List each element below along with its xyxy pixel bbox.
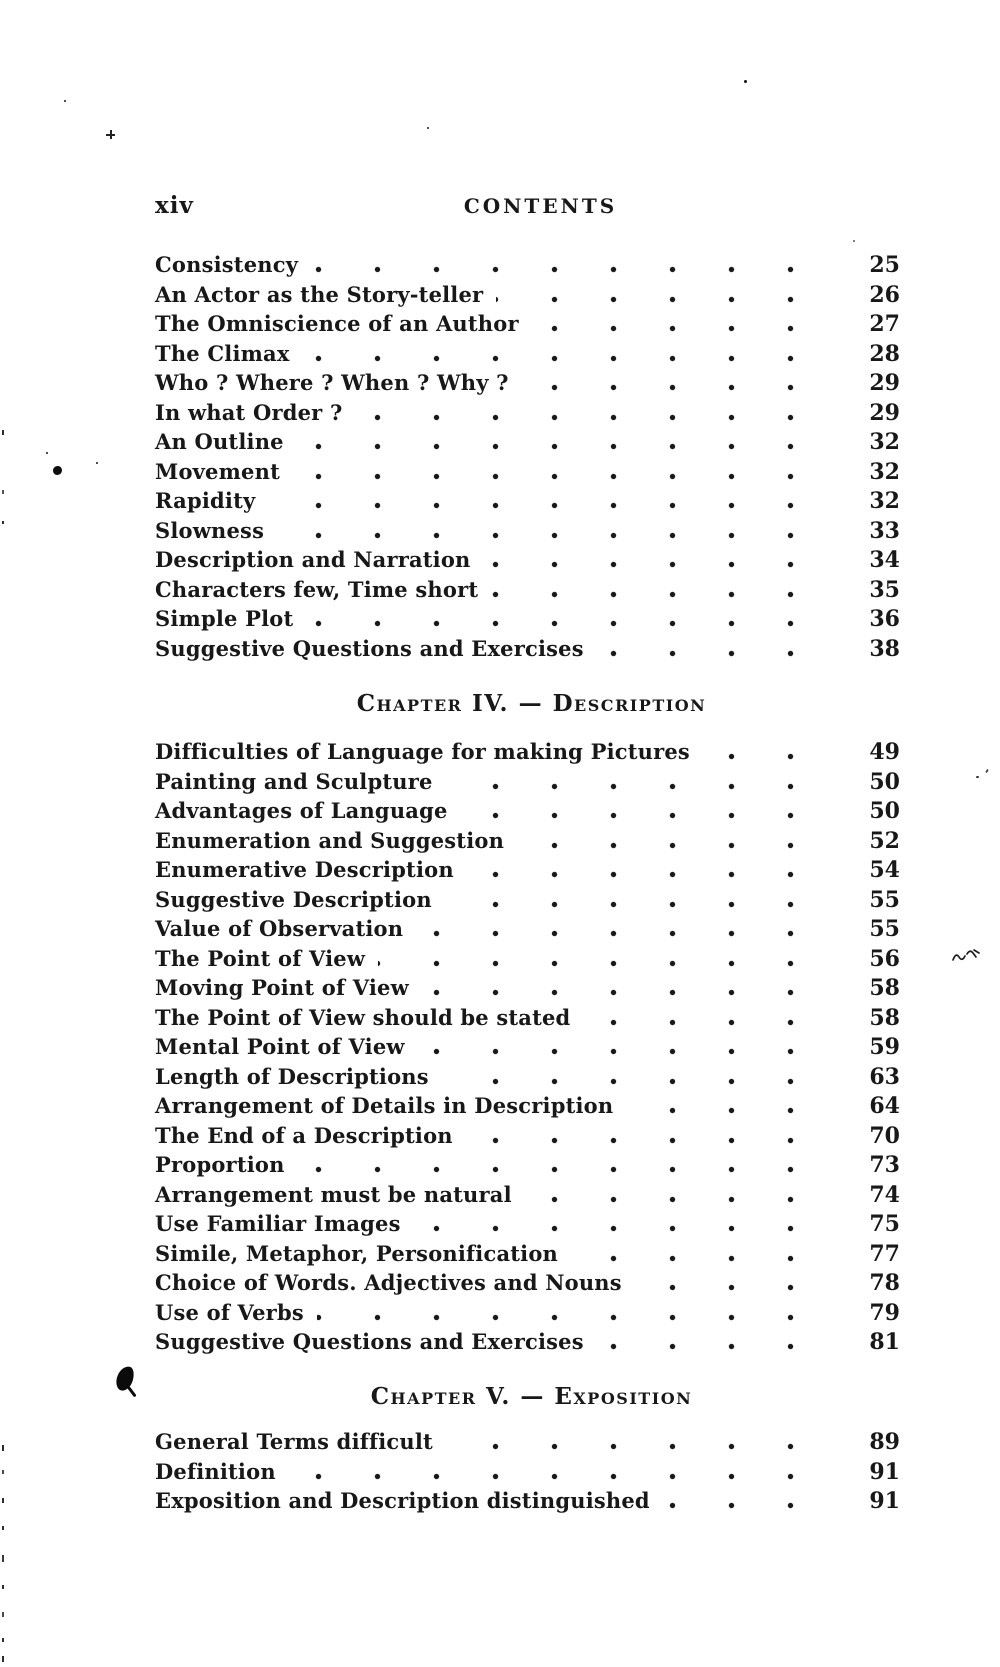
toc-entry-title: An Outline	[155, 427, 297, 457]
toc-entry	[155, 767, 900, 797]
toc-entry-page: 50	[844, 768, 900, 798]
toc-entry-title: Suggestive Questions and Exercises	[155, 1327, 597, 1357]
scan-speck	[46, 452, 48, 454]
toc-entry	[155, 1457, 900, 1487]
toc-entry-page: 70	[844, 1122, 900, 1152]
toc-entry-title: Simple Plot	[155, 604, 306, 634]
toc-entry	[155, 914, 900, 944]
toc-entry-title: Rapidity	[155, 486, 268, 516]
toc-entry-title: The Climax	[155, 339, 303, 369]
toc-entry-title: Choice of Words. Adjectives and Nouns	[155, 1268, 635, 1298]
toc-entry-title: Use of Verbs	[155, 1298, 317, 1328]
toc-entry	[155, 339, 900, 369]
toc-entry-title: Mental Point of View	[155, 1032, 418, 1062]
toc-entry-title: Moving Point of View	[155, 973, 422, 1003]
edge-mark	[2, 521, 4, 524]
scan-speck	[427, 127, 429, 129]
scan-speck	[64, 100, 66, 102]
edge-mark	[2, 1470, 4, 1474]
margin-ink-dot	[53, 466, 62, 475]
toc-section-continued	[155, 250, 900, 663]
toc-entry-page: 91	[844, 1458, 900, 1488]
folio-number: xiv	[155, 192, 194, 219]
toc-entry-title: Painting and Sculpture	[155, 767, 446, 797]
toc-entry	[155, 309, 900, 339]
toc-entry-page: 32	[844, 458, 900, 488]
toc-entry-title: Use Familiar Images	[155, 1209, 414, 1239]
toc-entry-page: 77	[844, 1240, 900, 1270]
toc-entry	[155, 1003, 900, 1033]
toc-entry	[155, 545, 900, 575]
toc-entry-page: 49	[844, 738, 900, 768]
toc-entry-page: 75	[844, 1210, 900, 1240]
toc-entry-title: Simile, Metaphor, Personification	[155, 1239, 571, 1269]
toc-entry-title: Suggestive Questions and Exercises	[155, 634, 597, 664]
toc-entry	[155, 1486, 900, 1516]
toc-entry	[155, 1180, 900, 1210]
edge-mark	[2, 1612, 4, 1617]
toc-entry-page: 81	[844, 1328, 900, 1358]
toc-entry-title: Advantages of Language	[155, 796, 461, 826]
toc-entry-title: Consistency	[155, 250, 311, 280]
toc-entry-page: 54	[844, 856, 900, 886]
toc-entry-title: Enumerative Description	[155, 855, 467, 885]
ink-blot	[114, 1364, 136, 1392]
toc-entry	[155, 250, 900, 280]
scan-speck	[985, 769, 989, 773]
toc-entry-page: 79	[844, 1299, 900, 1329]
toc-entry-title: Difficulties of Language for making Pictures	[155, 737, 703, 767]
toc-entry	[155, 516, 900, 546]
toc-entry	[155, 1121, 900, 1151]
toc-entry-title: Who ? Where ? When ? Why ?	[155, 368, 522, 398]
toc-entry-page: 35	[844, 576, 900, 606]
edge-mark	[2, 1656, 4, 1662]
edge-mark	[2, 1526, 4, 1530]
toc-entry-title: The Omniscience of an Author	[155, 309, 532, 339]
scan-speck	[96, 462, 98, 464]
toc-entry	[155, 1150, 900, 1180]
toc-entry-title: Description and Narration	[155, 545, 484, 575]
toc-entry	[155, 855, 900, 885]
toc-entry-title: Proportion	[155, 1150, 298, 1180]
toc-entry-page: 29	[844, 369, 900, 399]
toc-entry	[155, 398, 900, 428]
toc-entry-title: The End of a Description	[155, 1121, 466, 1151]
toc-entry	[155, 486, 900, 516]
plus-speck	[106, 130, 115, 139]
toc-entry	[155, 1209, 900, 1239]
toc-entry-page: 78	[844, 1269, 900, 1299]
scan-speck	[744, 80, 747, 83]
toc-entry-page: 28	[844, 340, 900, 370]
toc-entry	[155, 973, 900, 1003]
toc-entry-title: Arrangement must be natural	[155, 1180, 525, 1210]
toc-entry	[155, 1327, 900, 1357]
toc-entry-page: 56	[844, 945, 900, 975]
toc-entry-page: 32	[844, 428, 900, 458]
toc-entry	[155, 457, 900, 487]
toc-entry-page: 91	[844, 1487, 900, 1517]
toc-entry	[155, 427, 900, 457]
toc-entry-title: In what Order ?	[155, 398, 355, 428]
toc-entry-page: 25	[844, 251, 900, 281]
edge-mark	[2, 1555, 4, 1562]
toc-entry	[155, 634, 900, 664]
toc-entry-page: 52	[844, 827, 900, 857]
toc-entry-title: Enumeration and Suggestion	[155, 826, 517, 856]
toc-entry-page: 34	[844, 546, 900, 576]
toc-entry-title: Length of Descriptions	[155, 1062, 442, 1092]
toc-entry-title: The Point of View should be stated	[155, 1003, 583, 1033]
toc-entry-page: 63	[844, 1063, 900, 1093]
toc-entry	[155, 1032, 900, 1062]
toc-entry	[155, 796, 900, 826]
toc-entry-page: 55	[844, 915, 900, 945]
toc-entry-title: Definition	[155, 1457, 289, 1487]
edge-mark	[2, 1585, 4, 1589]
toc-entry-page: 74	[844, 1181, 900, 1211]
toc-entry	[155, 1091, 900, 1121]
toc-entry	[155, 1427, 900, 1457]
toc-entry	[155, 604, 900, 634]
toc-entry-page: 33	[844, 517, 900, 547]
toc-entry	[155, 1062, 900, 1092]
page-title: CONTENTS	[463, 194, 618, 218]
toc-entry-title: Suggestive Description	[155, 885, 445, 915]
toc-entry	[155, 885, 900, 915]
scan-speck	[976, 776, 979, 778]
toc-entry-page: 38	[844, 635, 900, 665]
toc-entry	[155, 944, 900, 974]
toc-entry-page: 27	[844, 310, 900, 340]
toc-entry-title: Characters few, Time short	[155, 575, 491, 605]
toc-entry-page: 26	[844, 281, 900, 311]
edge-mark	[2, 430, 4, 435]
toc-entry-title: Exposition and Description distinguished	[155, 1486, 663, 1516]
toc-entry-page: 89	[844, 1428, 900, 1458]
toc-entry	[155, 1268, 900, 1298]
toc-entry-title: Arrangement of Details in Description	[155, 1091, 626, 1121]
toc-entry	[155, 737, 900, 767]
toc-entry	[155, 575, 900, 605]
page-header	[155, 191, 900, 221]
toc-entry-page: 36	[844, 605, 900, 635]
scan-speck	[853, 240, 855, 242]
toc-entry-page: 29	[844, 399, 900, 429]
toc-entry	[155, 826, 900, 856]
toc-entry-page: 59	[844, 1033, 900, 1063]
chapter-v-heading: Chapter V. — Exposition	[370, 1383, 693, 1410]
toc-entry-page: 50	[844, 797, 900, 827]
toc-entry	[155, 1239, 900, 1269]
toc-entry-page: 55	[844, 886, 900, 916]
toc-entry-title: Slowness	[155, 516, 277, 546]
toc-entry-title: The Point of View	[155, 944, 378, 974]
toc-entry-title: General Terms difficult	[155, 1427, 446, 1457]
edge-mark	[2, 1638, 4, 1642]
toc-entry-page: 58	[844, 1004, 900, 1034]
edge-mark	[2, 490, 4, 494]
toc-entry	[155, 280, 900, 310]
pen-squiggle	[950, 944, 984, 966]
toc-entry	[155, 1298, 900, 1328]
edge-mark	[2, 1445, 4, 1451]
toc-entry	[155, 368, 900, 398]
toc-entry-page: 64	[844, 1092, 900, 1122]
toc-entry-title: Movement	[155, 457, 293, 487]
toc-section-chapter-v	[155, 1427, 900, 1516]
toc-entry-title: An Actor as the Story-teller	[155, 280, 496, 310]
toc-entry-title: Value of Observation	[155, 914, 416, 944]
edge-mark	[2, 1498, 4, 1503]
chapter-iv-heading: Chapter IV. — Description	[356, 690, 707, 717]
toc-entry-page: 58	[844, 974, 900, 1004]
toc-entry-page: 73	[844, 1151, 900, 1181]
toc-entry-page: 32	[844, 487, 900, 517]
toc-section-chapter-iv	[155, 737, 900, 1357]
